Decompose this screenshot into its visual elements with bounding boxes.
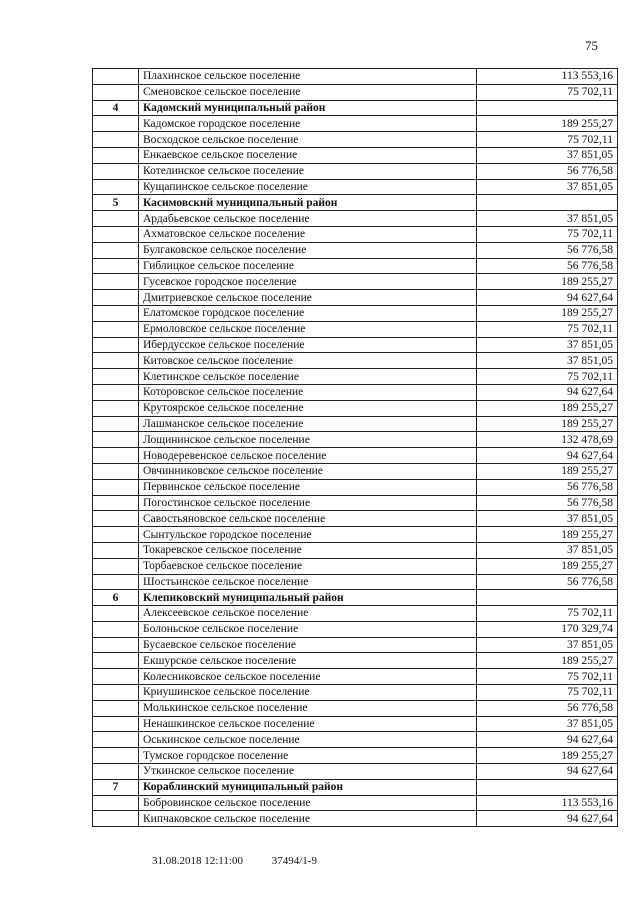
amount	[477, 195, 618, 211]
table-row	[93, 479, 618, 495]
settlement-name: Погостинское сельское поселение	[139, 495, 477, 511]
row-number	[93, 527, 139, 543]
amount	[477, 590, 618, 606]
table-row	[93, 116, 618, 132]
amount: 75 702,11	[477, 84, 618, 100]
table-body	[93, 69, 618, 827]
settlement-name: Сынтульское городское поселение	[139, 527, 477, 543]
row-number	[93, 606, 139, 622]
amount: 56 776,58	[477, 495, 618, 511]
amount: 189 255,27	[477, 274, 618, 290]
row-number	[93, 369, 139, 385]
table-row	[93, 163, 618, 179]
settlement-name: Новодеревенское сельское поселение	[139, 448, 477, 464]
settlement-name: Тумское городское поселение	[139, 748, 477, 764]
settlement-name: Ибердусское сельское поселение	[139, 337, 477, 353]
amount: 37 851,05	[477, 353, 618, 369]
settlement-name: Крутоярское сельское поселение	[139, 400, 477, 416]
amount: 37 851,05	[477, 511, 618, 527]
amount: 94 627,64	[477, 448, 618, 464]
table-row	[93, 147, 618, 163]
settlement-name: Уткинское сельское поселение	[139, 764, 477, 780]
amount: 94 627,64	[477, 764, 618, 780]
table-row	[93, 637, 618, 653]
row-number	[93, 448, 139, 464]
settlement-name: Криушинское сельское поселение	[139, 685, 477, 701]
settlement-name: Ардабьевское сельское поселение	[139, 211, 477, 227]
amount: 75 702,11	[477, 669, 618, 685]
row-number	[93, 637, 139, 653]
row-number	[93, 384, 139, 400]
table-row	[93, 369, 618, 385]
table-row	[93, 384, 618, 400]
amount: 170 329,74	[477, 621, 618, 637]
settlement-name: Савостьяновское сельское поселение	[139, 511, 477, 527]
row-number	[93, 558, 139, 574]
amount: 56 776,58	[477, 163, 618, 179]
row-number	[93, 69, 139, 85]
settlement-name: Токаревское сельское поселение	[139, 542, 477, 558]
amount: 75 702,11	[477, 685, 618, 701]
settlement-name: Первинское сельское поселение	[139, 479, 477, 495]
row-number	[93, 511, 139, 527]
footer-stamp	[152, 855, 343, 867]
row-number	[93, 147, 139, 163]
amount: 37 851,05	[477, 716, 618, 732]
amount: 189 255,27	[477, 400, 618, 416]
settlement-name: Торбаевское сельское поселение	[139, 558, 477, 574]
settlement-name: Плахинское сельское поселение	[139, 69, 477, 85]
row-number	[93, 400, 139, 416]
table-row	[93, 337, 618, 353]
settlement-name: Китовское сельское поселение	[139, 353, 477, 369]
page-number: 75	[585, 38, 598, 53]
table-row	[93, 669, 618, 685]
row-number	[93, 463, 139, 479]
district-row	[93, 779, 618, 795]
amount: 189 255,27	[477, 116, 618, 132]
row-number	[93, 258, 139, 274]
row-number	[93, 290, 139, 306]
amount: 56 776,58	[477, 479, 618, 495]
settlement-name: Лашманское сельское поселение	[139, 416, 477, 432]
allocation-table	[92, 68, 618, 827]
row-number: 5	[93, 195, 139, 211]
settlement-name: Ермоловское сельское поселение	[139, 321, 477, 337]
row-number	[93, 764, 139, 780]
row-number	[93, 700, 139, 716]
row-number	[93, 432, 139, 448]
amount: 56 776,58	[477, 258, 618, 274]
amount: 37 851,05	[477, 179, 618, 195]
district-name: Кадомский муниципальный район	[139, 100, 477, 116]
row-number	[93, 653, 139, 669]
settlement-name: Екшурское сельское поселение	[139, 653, 477, 669]
table-row	[93, 511, 618, 527]
amount: 94 627,64	[477, 732, 618, 748]
row-number: 7	[93, 779, 139, 795]
amount: 94 627,64	[477, 384, 618, 400]
settlement-name: Овчинниковское сельское поселение	[139, 463, 477, 479]
table-row	[93, 242, 618, 258]
settlement-name: Кущапинское сельское поселение	[139, 179, 477, 195]
row-number	[93, 685, 139, 701]
table-row	[93, 290, 618, 306]
amount: 189 255,27	[477, 558, 618, 574]
row-number	[93, 716, 139, 732]
table-row	[93, 321, 618, 337]
table-row	[93, 495, 618, 511]
settlement-name: Болоньское сельское поселение	[139, 621, 477, 637]
table-row	[93, 416, 618, 432]
settlement-name: Дмитриевское сельское поселение	[139, 290, 477, 306]
district-name: Клепиковский муниципальный район	[139, 590, 477, 606]
row-number: 6	[93, 590, 139, 606]
row-number	[93, 479, 139, 495]
district-row	[93, 590, 618, 606]
table-row	[93, 400, 618, 416]
settlement-name: Сменовское сельское поселение	[139, 84, 477, 100]
row-number: 4	[93, 100, 139, 116]
row-number	[93, 748, 139, 764]
table-row	[93, 716, 618, 732]
footer-datetime: 31.08.2018 12:11:00	[152, 855, 243, 867]
row-number	[93, 84, 139, 100]
row-number	[93, 242, 139, 258]
settlement-name: Елатомское городское поселение	[139, 305, 477, 321]
table-row	[93, 621, 618, 637]
amount: 189 255,27	[477, 748, 618, 764]
district-row	[93, 100, 618, 116]
table-row	[93, 811, 618, 827]
row-number	[93, 305, 139, 321]
table-row	[93, 274, 618, 290]
table-row	[93, 353, 618, 369]
row-number	[93, 732, 139, 748]
row-number	[93, 811, 139, 827]
amount: 75 702,11	[477, 606, 618, 622]
table-row	[93, 685, 618, 701]
row-number	[93, 416, 139, 432]
footer-doc-code: 37494/1-9	[271, 855, 317, 867]
amount: 37 851,05	[477, 637, 618, 653]
table-row	[93, 258, 618, 274]
table-row	[93, 542, 618, 558]
amount: 75 702,11	[477, 369, 618, 385]
settlement-name: Восходское сельское поселение	[139, 132, 477, 148]
table-row	[93, 69, 618, 85]
table-row	[93, 463, 618, 479]
settlement-name: Кадомское городское поселение	[139, 116, 477, 132]
settlement-name: Которовское сельское поселение	[139, 384, 477, 400]
amount: 94 627,64	[477, 290, 618, 306]
amount: 189 255,27	[477, 416, 618, 432]
row-number	[93, 226, 139, 242]
settlement-name: Бобровинское сельское поселение	[139, 795, 477, 811]
row-number	[93, 574, 139, 590]
settlement-name: Бусаевское сельское поселение	[139, 637, 477, 653]
settlement-name: Оськинское сельское поселение	[139, 732, 477, 748]
settlement-name: Кипчаковское сельское поселение	[139, 811, 477, 827]
settlement-name: Молькинское сельское поселение	[139, 700, 477, 716]
amount: 75 702,11	[477, 132, 618, 148]
amount: 132 478,69	[477, 432, 618, 448]
table-row	[93, 732, 618, 748]
amount	[477, 779, 618, 795]
table-row	[93, 795, 618, 811]
settlement-name: Гусевское городское поселение	[139, 274, 477, 290]
table-row	[93, 305, 618, 321]
table-row	[93, 558, 618, 574]
table-row	[93, 748, 618, 764]
amount: 56 776,58	[477, 574, 618, 590]
row-number	[93, 669, 139, 685]
settlement-name: Гиблицкое сельское поселение	[139, 258, 477, 274]
district-row	[93, 195, 618, 211]
settlement-name: Ненашкинское сельское поселение	[139, 716, 477, 732]
row-number	[93, 495, 139, 511]
table-row	[93, 764, 618, 780]
amount: 113 553,16	[477, 69, 618, 85]
row-number	[93, 132, 139, 148]
table-row	[93, 653, 618, 669]
amount: 56 776,58	[477, 700, 618, 716]
row-number	[93, 211, 139, 227]
settlement-name: Котелинское сельское поселение	[139, 163, 477, 179]
settlement-name: Булгаковское сельское поселение	[139, 242, 477, 258]
table-row	[93, 84, 618, 100]
settlement-name: Енкаевское сельское поселение	[139, 147, 477, 163]
row-number	[93, 116, 139, 132]
row-number	[93, 542, 139, 558]
amount: 189 255,27	[477, 653, 618, 669]
district-name: Касимовский муниципальный район	[139, 195, 477, 211]
settlement-name: Ахматовское сельское поселение	[139, 226, 477, 242]
amount: 94 627,64	[477, 811, 618, 827]
settlement-name: Колесниковское сельское поселение	[139, 669, 477, 685]
row-number	[93, 353, 139, 369]
table-row	[93, 211, 618, 227]
table-row	[93, 448, 618, 464]
settlement-name: Алексеевское сельское поселение	[139, 606, 477, 622]
amount: 113 553,16	[477, 795, 618, 811]
settlement-name: Клетинское сельское поселение	[139, 369, 477, 385]
table-row	[93, 179, 618, 195]
table-row	[93, 606, 618, 622]
row-number	[93, 795, 139, 811]
amount: 37 851,05	[477, 542, 618, 558]
amount: 189 255,27	[477, 305, 618, 321]
amount: 189 255,27	[477, 463, 618, 479]
settlement-name: Лощининское сельское поселение	[139, 432, 477, 448]
table-row	[93, 226, 618, 242]
table-row	[93, 432, 618, 448]
settlement-name: Шостьинское сельское поселение	[139, 574, 477, 590]
table-row	[93, 700, 618, 716]
amount: 75 702,11	[477, 321, 618, 337]
amount: 189 255,27	[477, 527, 618, 543]
row-number	[93, 321, 139, 337]
table-row	[93, 132, 618, 148]
district-name: Кораблинский муниципальный район	[139, 779, 477, 795]
row-number	[93, 179, 139, 195]
row-number	[93, 621, 139, 637]
amount: 37 851,05	[477, 337, 618, 353]
amount: 56 776,58	[477, 242, 618, 258]
amount: 37 851,05	[477, 211, 618, 227]
table-row	[93, 527, 618, 543]
row-number	[93, 163, 139, 179]
table-row	[93, 574, 618, 590]
row-number	[93, 274, 139, 290]
amount: 37 851,05	[477, 147, 618, 163]
amount: 75 702,11	[477, 226, 618, 242]
row-number	[93, 337, 139, 353]
amount	[477, 100, 618, 116]
